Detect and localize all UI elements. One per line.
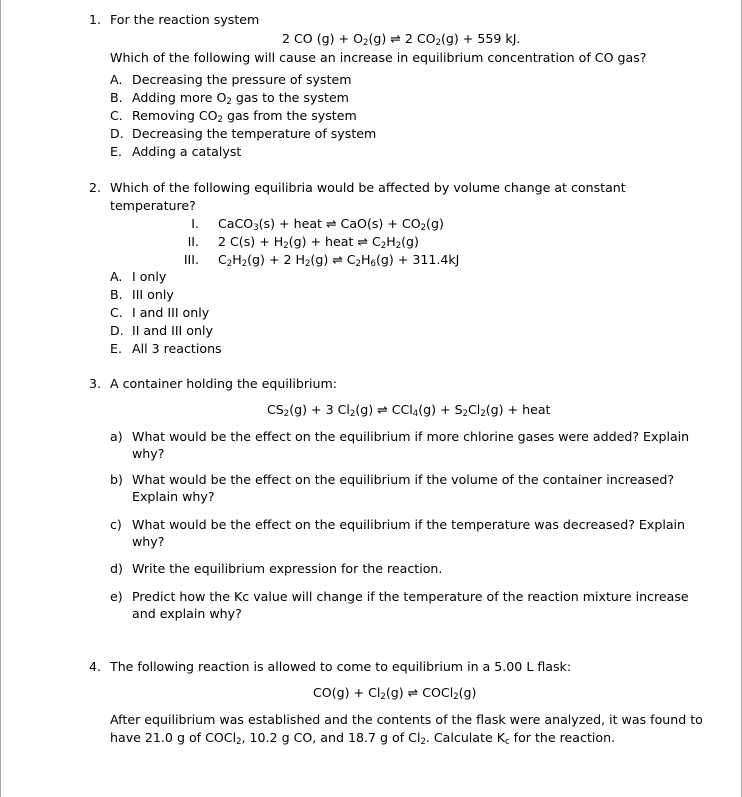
q3-part-c-line1: What would be the effect on the equilibrium if the temperature was decreased? Explain <box>132 517 686 532</box>
q4-body-line1: After equilibrium was established and the contents of the flask were analyzed, it was found to <box>110 712 703 727</box>
q2-reaction-3-numeral: III. <box>183 252 199 267</box>
q1-option-d: Decreasing the temperature of system <box>132 126 377 141</box>
q2-option-b-letter: B. <box>110 287 123 302</box>
q4-body-line2: have 21.0 g of COCl$_2$, 10.2 g CO, and 18.7 g of $Cl_2$. Calculate $K_c$ for the reaction. <box>110 730 616 747</box>
q1-stem: For the reaction system <box>110 12 260 27</box>
q4-stem: The following reaction is allowed to come to equilibrium in a 5.00 L flask: <box>110 659 572 674</box>
q3-part-a-letter: a) <box>110 429 123 444</box>
q3-part-e-line2: and explain why? <box>132 606 242 621</box>
q1-option-e-letter: E. <box>110 144 122 159</box>
q1-option-b: Adding more $O_2$ gas to the system <box>132 90 349 107</box>
q2-option-b: III only <box>132 287 174 302</box>
q3-part-b-letter: b) <box>110 472 123 487</box>
q1-option-b-letter: B. <box>110 90 123 105</box>
q1-option-d-letter: D. <box>110 126 124 141</box>
q3-part-a-line2: why? <box>132 446 165 461</box>
q3-part-b-line1: What would be the effect on the equilibrium if the volume of the container increased? <box>132 472 675 487</box>
q3-part-d-letter: d) <box>110 561 123 576</box>
q3-part-e-line1: Predict how the Kc value will change if the temperature of the reaction mixture increase <box>132 589 689 604</box>
q1-option-a: Decreasing the pressure of system <box>132 72 352 87</box>
q3-part-c-letter: c) <box>110 517 122 532</box>
q1-option-c: Removing $CO_2$ gas from the system <box>132 108 357 125</box>
q2-option-c: I and III only <box>132 305 210 320</box>
q2-number: 2. <box>89 180 102 195</box>
q2-option-a: I only <box>132 269 167 284</box>
q2-stem-line2: temperature? <box>110 198 196 213</box>
q4-number: 4. <box>89 659 102 674</box>
q3-equation: $CS_2(g) + 3$ $Cl_2(g)$ ⇌ $CCl_4(g) + S_2Cl_2(g)$ + heat <box>267 402 551 419</box>
q2-option-a-letter: A. <box>110 269 123 284</box>
q4-equation: $CO(g) + Cl_2(g)$ ⇌ COCl$_2$(g) <box>313 685 477 702</box>
q1-equation: 2 CO $(g) + O_2(g)$ ⇌ 2 $CO_2(g) + 559$ kJ. <box>282 31 521 48</box>
q1-prompt: Which of the following will cause an increase in equilibrium concentration of CO gas? <box>110 50 647 65</box>
q3-part-b-line2: Explain why? <box>132 489 215 504</box>
page-left-edge <box>0 0 1 797</box>
q2-option-d-letter: D. <box>110 323 124 338</box>
q2-reaction-2-numeral: II. <box>187 234 199 249</box>
q2-reaction-1-numeral: I. <box>191 216 199 231</box>
q2-stem-line1: Which of the following equilibria would be affected by volume change at constant <box>110 180 626 195</box>
q3-part-a-line1: What would be the effect on the equilibrium if more chlorine gases were added? Explain <box>132 429 690 444</box>
q3-part-d-line1: Write the equilibrium expression for the reaction. <box>132 561 443 576</box>
q3-stem: A container holding the equilibrium: <box>110 376 338 391</box>
q2-option-e: All 3 reactions <box>132 341 222 356</box>
q1-number: 1. <box>89 12 102 27</box>
q2-option-c-letter: C. <box>110 305 123 320</box>
q3-part-e-letter: e) <box>110 589 123 604</box>
q3-part-c-line2: why? <box>132 534 165 549</box>
q2-reaction-1: CaCO$_3$(s) + heat ⇌ $CaO(s) + CO_2(g)$ <box>218 216 444 233</box>
q1-option-e: Adding a catalyst <box>132 144 242 159</box>
q2-option-d: II and III only <box>132 323 213 338</box>
q2-option-e-letter: E. <box>110 341 122 356</box>
q3-number: 3. <box>89 376 102 391</box>
q1-option-c-letter: C. <box>110 108 123 123</box>
q2-reaction-2: 2 $C(s) + H_2(g)$ + heat ⇌ $C_2H_2(g)$ <box>218 234 419 251</box>
q1-option-a-letter: A. <box>110 72 123 87</box>
q2-reaction-3: $C_2H_2(g) + 2$ $H_2(g)$ ⇌ $C_2H_6(g) + 311.4kJ$ <box>218 252 460 269</box>
